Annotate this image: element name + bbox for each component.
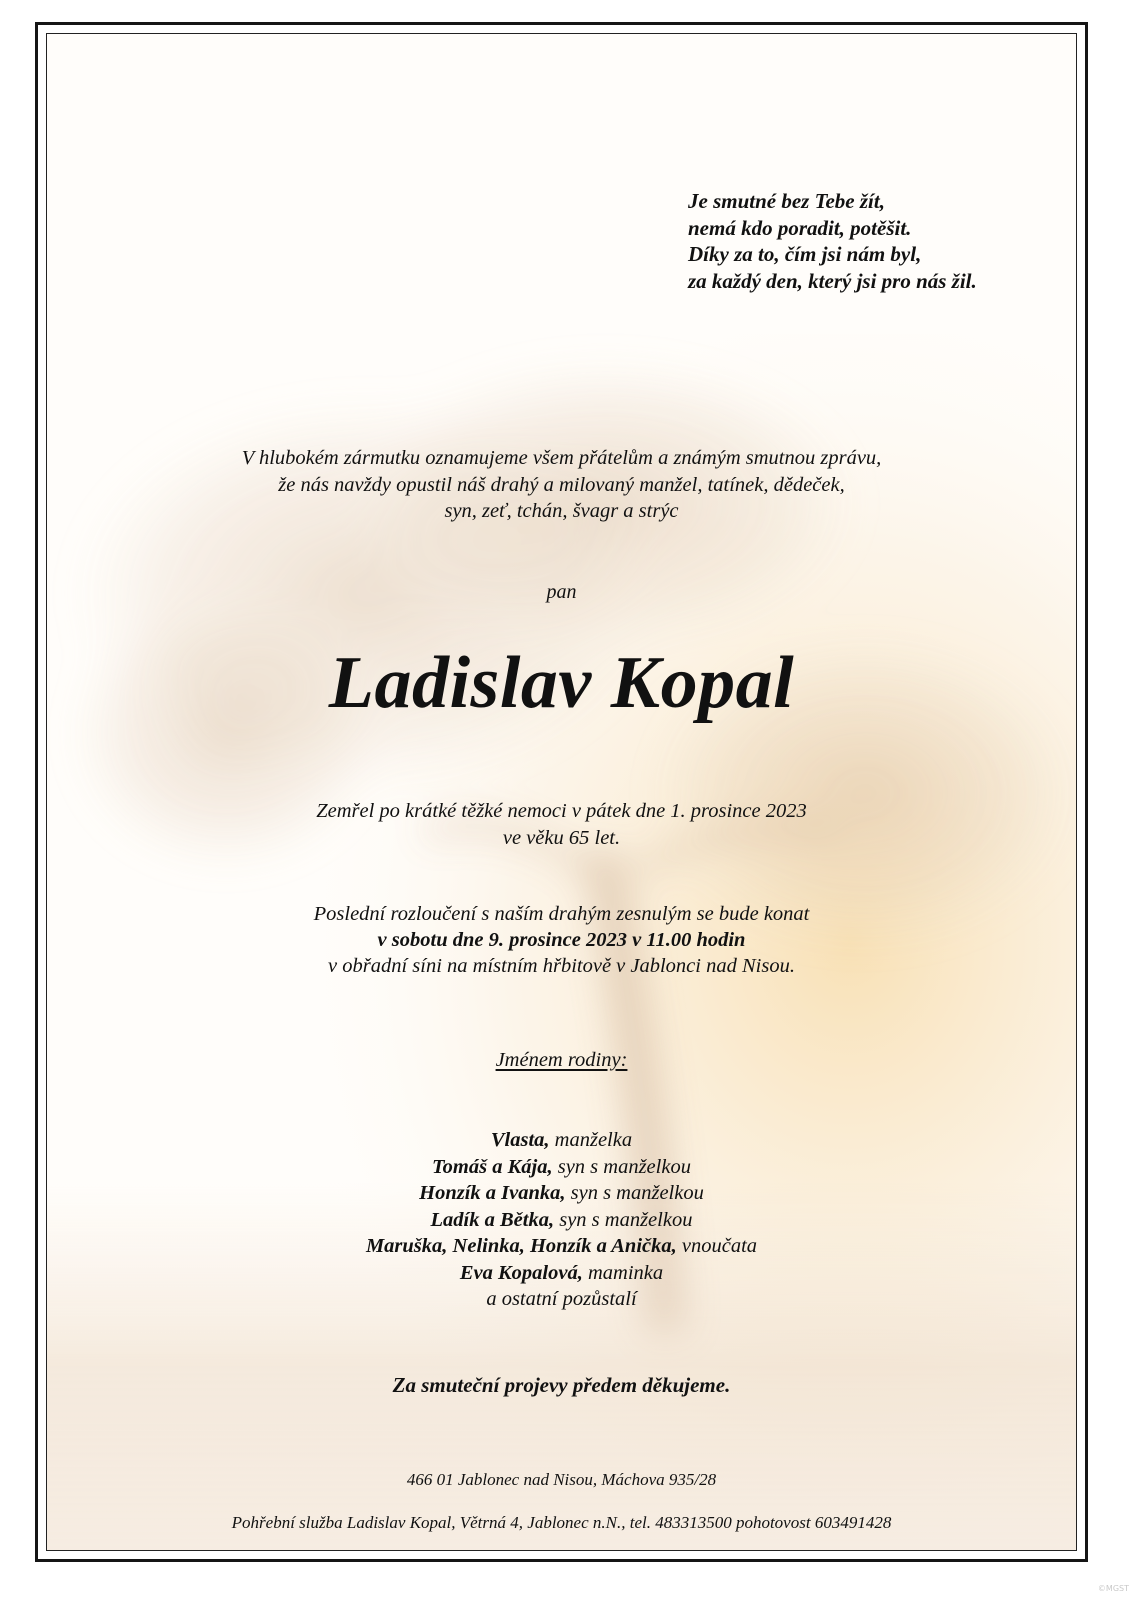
family-names: Eva Kopalová,: [459, 1261, 583, 1284]
funeral-details: [46, 901, 1077, 979]
on-behalf-heading: [46, 1049, 1077, 1072]
family-relation: syn s manželkou: [570, 1182, 704, 1204]
family-others: a ostatní pozůstalí: [486, 1288, 637, 1310]
family-member: [46, 1233, 1077, 1260]
poem-line: Je smutné bez Tebe žít,: [688, 189, 885, 213]
family-relation: manželka: [554, 1129, 633, 1151]
poem-line: Díky za to, čím jsi nám byl,: [688, 242, 922, 266]
farewell-location: v obřadní síni na místním hřbitově v Jablonci nad Nisou.: [328, 955, 795, 977]
family-member: [46, 1180, 1077, 1207]
poem-line: za každý den, který jsi pro nás žil.: [688, 268, 977, 293]
death-line: Zemřel po krátké těžké nemoci v pátek dne 1. prosince 2023: [316, 800, 807, 822]
announcement-text: [46, 445, 1077, 525]
announcement-line: V hlubokém zármutku oznamujeme všem přátelům a známým smutnou zprávu,: [241, 447, 882, 469]
deceased-name: Ladislav Kopal: [328, 642, 795, 724]
family-relation: syn s manželkou: [557, 1155, 691, 1178]
family-names: Maruška, Nelinka, Honzík a Anička,: [365, 1235, 677, 1257]
family-relation: vnoučata: [681, 1235, 758, 1257]
corner-mark: ©MGST: [1097, 1584, 1129, 1593]
on-behalf-label: Jménem rodiny:: [495, 1049, 628, 1071]
family-names: Vlasta,: [490, 1129, 550, 1151]
obituary-content: [46, 33, 1077, 1551]
title-prefix: pan: [546, 581, 577, 603]
family-member: [46, 1207, 1077, 1234]
memorial-poem: [688, 188, 977, 294]
thanks-note: Za smuteční projevy předem děkujeme.: [392, 1373, 731, 1397]
poem-line: nemá kdo poradit, potěšit.: [688, 215, 912, 240]
announcement-line: že nás navždy opustil náš drahý a milovaný manžel, tatínek, dědeček,: [278, 473, 845, 496]
family-member: [46, 1260, 1077, 1287]
family-list: [46, 1127, 1077, 1313]
family-names: Tomáš a Kája,: [432, 1155, 553, 1178]
family-member: [46, 1154, 1077, 1181]
family-relation: syn s manželkou: [559, 1208, 693, 1231]
funeral-service-info: Pohřební služba Ladislav Kopal, Větrná 4, Jablonec n.N., tel. 483313500 pohotovost 603491428: [231, 1513, 892, 1532]
death-details: [46, 798, 1077, 851]
family-relation: maminka: [587, 1261, 664, 1284]
family-names: Ladík a Bětka,: [430, 1208, 555, 1231]
family-member: [46, 1127, 1077, 1154]
farewell-date-time: v sobotu dne 9. prosince 2023 v 11.00 hodin: [377, 929, 746, 951]
announcement-line: syn, zeť, tchán, švagr a strýc: [444, 500, 679, 522]
family-address: 466 01 Jablonec nad Nisou, Máchova 935/28: [406, 1470, 717, 1489]
family-names: Honzík a Ivanka,: [419, 1182, 566, 1204]
farewell-line: Poslední rozloučení s naším drahým zesnulým se bude konat: [313, 903, 810, 925]
death-line: ve věku 65 let.: [502, 826, 621, 849]
